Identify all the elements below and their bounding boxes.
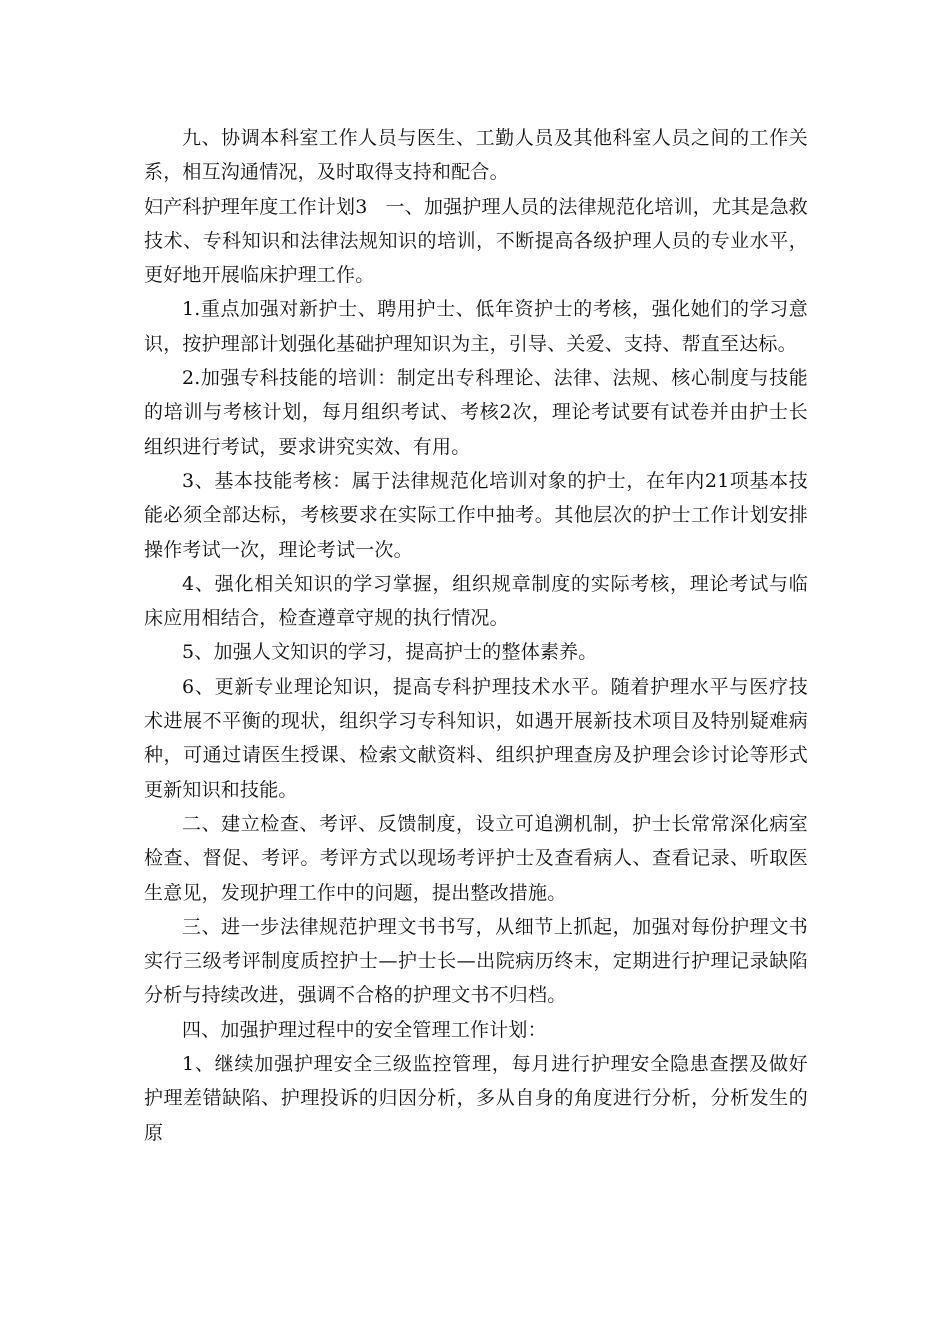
document-page [144,121,808,1150]
paragraph-with-title [144,190,808,293]
paragraph: 2.加强专科技能的培训：制定出专科理论、法律、法规、核心制度与技能的培训与考核计划，每月组织考试、考核2次，理论考试要有试卷并由护士长组织进行考试，要求讲究实效、有用。 [144,367,808,458]
paragraph: 3、基本技能考核：属于法律规范化培训对象的护士，在年内21项基本技能必须全部达标，考核要求在实际工作中抽考。其他层次的护士工作计划安排操作考试一次，理论考试一次。 [144,469,808,561]
plan-title: 妇产科护理年度工作计划3 [144,195,368,218]
paragraph: 6、更新专业理论知识，提高专科护理技术水平。随着护理水平与医疗技术进展不平衡的现状，组织学习专科知识，如遇开展新技术项目及特别疑难病种，可通过请医生授课、检索文献资料、组织护理查房及护理会诊讨论等形式更新知识和技能。 [144,675,808,801]
paragraph: 二、建立检查、考评、反馈制度，设立可追溯机制，护士长常常深化病室检查、督促、考评。考评方式以现场考评护士及查看病人、查看记录、听取医生意见，发现护理工作中的问题，提出整改措施。 [144,812,808,904]
paragraph: 4、强化相关知识的学习掌握，组织规章制度的实际考核，理论考试与临床应用相结合，检查遵章守规的执行情况。 [144,572,808,630]
paragraph: 三、进一步法律规范护理文书书写，从细节上抓起，加强对每份护理文书实行三级考评制度质控护士—护士长—出院病历终末，定期进行护理记录缺陷分析与持续改进，强调不合格的护理文书不归档。 [144,915,808,1007]
paragraph: 四、加强护理过程中的安全管理工作计划： [182,1018,547,1041]
paragraph: 1、继续加强护理安全三级监控管理，每月进行护理安全隐患查摆及做好护理差错缺陷、护理投诉的归因分析，多从自身的角度进行分析，分析发生的原 [144,1053,808,1144]
paragraph: 九、协调本科室工作人员与医生、工勤人员及其他科室人员之间的工作关系，相互沟通情况，及时取得支持和配合。 [144,127,808,184]
paragraph: 5、加强人文知识的学习，提高护士的整体素养。 [182,641,598,664]
paragraph-text: 一、加强护理人员的法律规范化培训，尤其是急救技术、专科知识和法律法规知识的培训，不断提高各级护理人员的专业水平，更好地开展临床护理工作。 [144,195,808,287]
paragraph: 1.重点加强对新护士、聘用护士、低年资护士的考核，强化她们的学习意识，按护理部计划强化基础护理知识为主，引导、关爱、支持、帮直至达标。 [144,298,808,355]
